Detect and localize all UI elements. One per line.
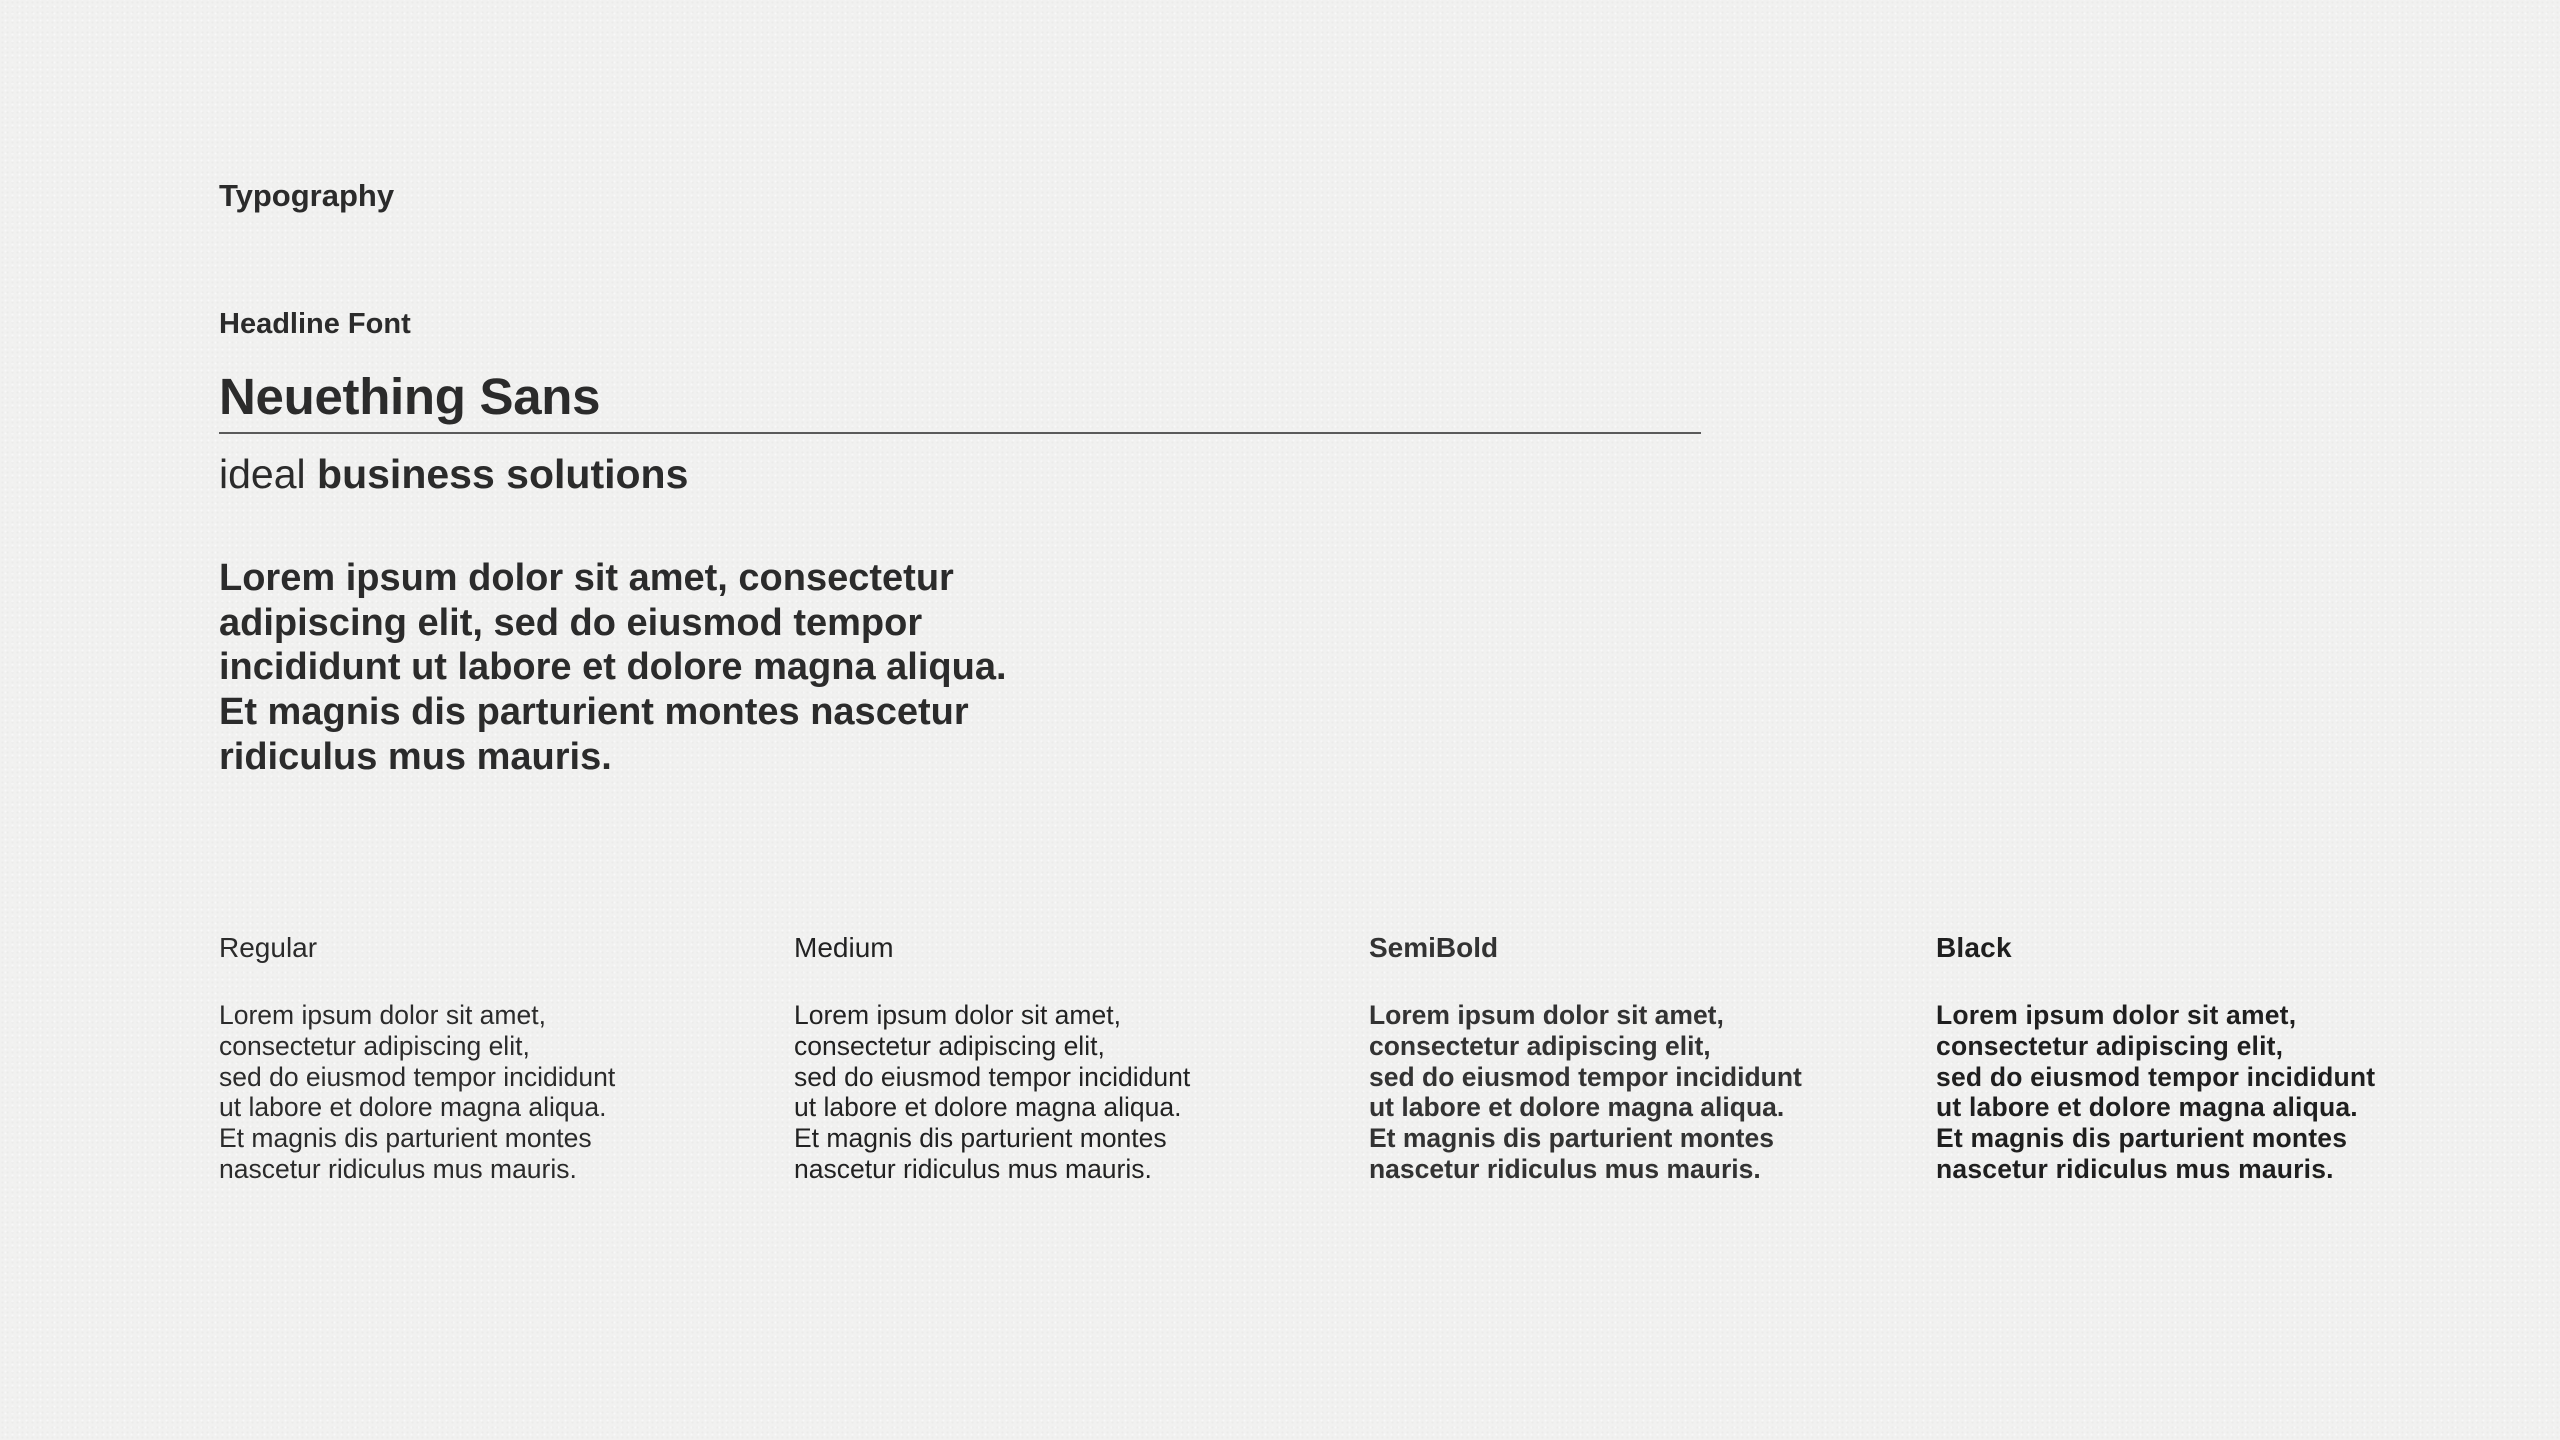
divider xyxy=(219,432,1701,434)
weight-sample-regular xyxy=(219,1000,615,1185)
weight-sample-line: consectetur adipiscing elit, xyxy=(219,1030,530,1061)
tagline xyxy=(219,449,688,499)
sample-line: adipiscing elit, sed do eiusmod tempor xyxy=(219,601,923,644)
weight-sample-line: nascetur ridiculus mus mauris. xyxy=(219,1153,577,1184)
weight-sample-line: ut labore et dolore magna aliqua. xyxy=(794,1092,1182,1123)
weight-sample-line: nascetur ridiculus mus mauris. xyxy=(794,1153,1152,1184)
weight-sample-line: nascetur ridiculus mus mauris. xyxy=(1369,1153,1761,1184)
weight-sample-line: ut labore et dolore magna aliqua. xyxy=(219,1092,607,1123)
sample-line: Et magnis dis parturient montes nascetur xyxy=(219,691,969,734)
weight-sample-black xyxy=(1936,1000,2375,1185)
weight-sample-semibold xyxy=(1369,1000,1802,1185)
weight-label-regular: Regular xyxy=(219,932,318,963)
weight-sample-line: consectetur adipiscing elit, xyxy=(1369,1030,1711,1061)
sample-line: Lorem ipsum dolor sit amet, consectetur xyxy=(219,557,954,599)
page-title: Typography xyxy=(219,178,395,213)
headline-sample-paragraph xyxy=(219,556,1219,780)
weight-label-medium: Medium xyxy=(794,932,894,963)
weight-sample-line: Et magnis dis parturient montes xyxy=(794,1123,1167,1154)
weight-sample-line: sed do eiusmod tempor incididunt xyxy=(1936,1061,2376,1092)
weight-sample-line: ut labore et dolore magna aliqua. xyxy=(1369,1092,1785,1123)
weight-sample-line: Lorem ipsum dolor sit amet, xyxy=(219,1000,546,1030)
sample-line: ridiculus mus mauris. xyxy=(219,735,612,778)
weight-sample-line: Lorem ipsum dolor sit amet, xyxy=(794,1000,1121,1030)
weight-sample-line: Et magnis dis parturient montes xyxy=(219,1123,592,1154)
weight-sample-medium xyxy=(794,1000,1190,1185)
weight-sample-line: consectetur adipiscing elit, xyxy=(794,1030,1105,1061)
weight-sample-line: nascetur ridiculus mus mauris. xyxy=(1936,1153,2334,1184)
weight-label-black: Black xyxy=(1936,932,2012,963)
weight-sample-line: sed do eiusmod tempor incididunt xyxy=(1369,1061,1802,1092)
weight-sample-line: Et magnis dis parturient montes xyxy=(1369,1123,1774,1154)
tagline-bold-text: business solutions xyxy=(317,451,689,497)
font-name: Neuething Sans xyxy=(219,368,601,425)
weight-sample-line: sed do eiusmod tempor incididunt xyxy=(219,1061,616,1092)
weight-sample-line: Lorem ipsum dolor sit amet, xyxy=(1936,1000,2297,1030)
tagline-light-text: ideal xyxy=(219,451,306,497)
headline-font-label: Headline Font xyxy=(219,308,411,340)
weight-sample-line: Et magnis dis parturient montes xyxy=(1936,1123,2348,1154)
weight-sample-line: sed do eiusmod tempor incididunt xyxy=(794,1061,1191,1092)
sample-line: incididunt ut labore et dolore magna aliqua. xyxy=(219,646,1007,689)
weight-label-semibold: SemiBold xyxy=(1369,932,1499,963)
weight-sample-line: ut labore et dolore magna aliqua. xyxy=(1936,1092,2358,1123)
weight-sample-line: consectetur adipiscing elit, xyxy=(1936,1030,2284,1061)
weight-sample-line: Lorem ipsum dolor sit amet, xyxy=(1369,1000,1724,1030)
